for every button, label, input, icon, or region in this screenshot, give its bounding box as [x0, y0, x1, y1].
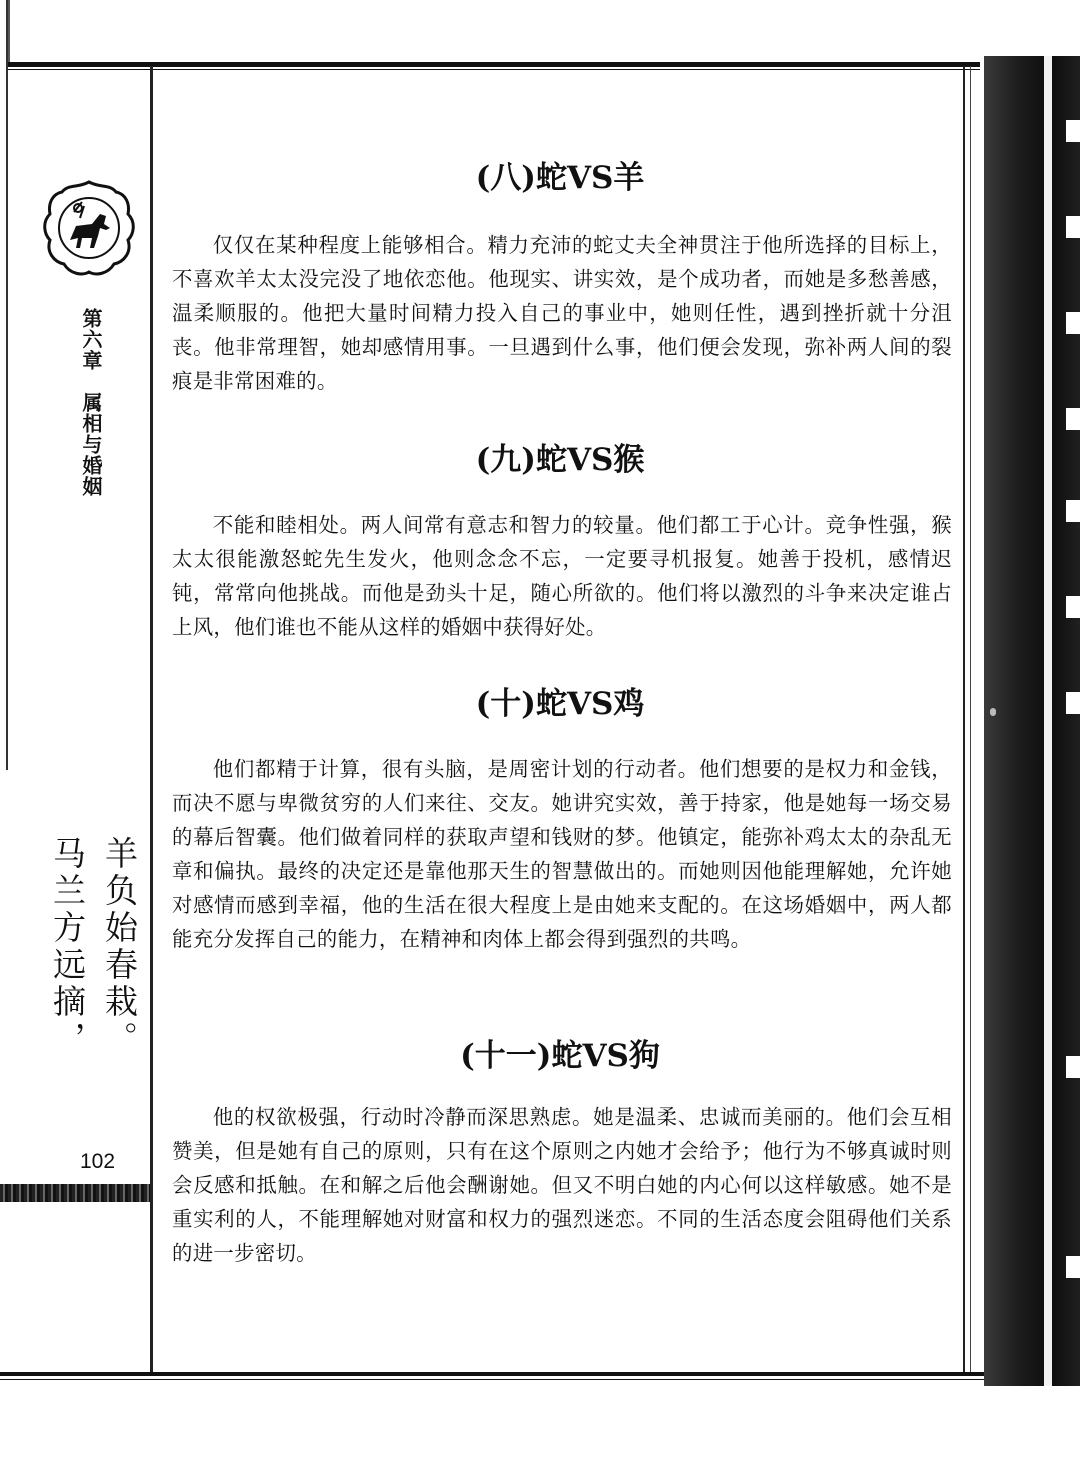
section-paragraph: 他的权欲极强，行动时冷静而深思熟虑。她是温柔、忠诚而美丽的。他们会互相赞美，但是她有自己的原则，只有在这个原则之内她才会给予；他行为不够真诚时则会反感和抵触。在和解之后他会酬谢她。但又不明白她的内心何以这样敏感。她不是重实利的人，不能理解她对财富和权力的强烈迷恋。不同的生活态度会阻碍他们关系的进一步密切。	[172, 1105, 952, 1265]
edge-notch	[1066, 120, 1080, 142]
section-paragraph: 他们都精于计算，很有头脑，是周密计划的行动者。他们想要的是权力和金钱，而决不愿与卑微贫穷的人们来往、交友。她讲究实效，善于持家，他是她每一场交易的幕后智囊。他们做着同样的获取声望和钱财的梦。他镇定，能弥补鸡太太的杂乱无章和偏执。最终的决定还是靠他那天生的智慧做出的。而她则因他能理解她，允许她对感情而感到幸福，他的生活在很大程度上是由她来支配的。在这场婚姻中，两人都能充分发挥自己的能力，在精神和肉体上都会得到强烈的共鸣。	[172, 757, 952, 951]
edge-notch	[1066, 692, 1080, 714]
frame-bottom-rule	[0, 1372, 990, 1376]
edge-notch	[1066, 312, 1080, 334]
frame-top-rule	[8, 62, 980, 67]
section-heading: (十)蛇VS鸡	[475, 686, 645, 722]
poem-line-2: 马兰方远摘，	[48, 836, 87, 1058]
edge-stripe	[1044, 56, 1052, 1386]
edge-notch	[1066, 408, 1080, 430]
edge-notch	[1066, 596, 1080, 618]
page-edge-shadow	[984, 56, 1080, 1386]
frame-right-rule-thin	[970, 66, 971, 1374]
edge-notch	[1066, 216, 1080, 238]
poem-line-1: 羊负始春栽。	[100, 836, 139, 1058]
scan-edge-top	[8, 0, 10, 62]
frame-right-rule	[963, 66, 965, 1374]
page-number-bar	[0, 1184, 150, 1202]
section-heading: (十一)蛇VS狗	[460, 1038, 660, 1074]
scan-smudge	[990, 708, 996, 716]
frame-bottom-rule-thin	[0, 1379, 990, 1380]
section-paragraph: 仅仅在某种程度上能够相合。精力充沛的蛇丈夫全神贯注于他所选择的目标上，不喜欢羊太太没完没了地依恋他。他现实、讲实效，是个成功者，而她是多愁善感，温柔顺服的。他把大量时间精力投入自己的事业中，她则任性，遇到挫折就十分沮丧。他非常理智，她却感情用事。一旦遇到什么事，他们便会发现，弥补两人间的裂痕是非常困难的。	[172, 233, 952, 393]
section-paragraph: 不能和睦相处。两人间常有意志和智力的较量。他们都工于心计。竞争性强，猴太太很能激怒蛇先生发火，他则念念不忘，一定要寻机报复。她善于投机，感情迟钝，常常向他挑战。而他是劲头十足，随心所欲的。他们将以激烈的斗争来决定谁占上风，他们谁也不能从这样的婚姻中获得好处。	[172, 513, 952, 639]
page-number: 102	[80, 1150, 116, 1173]
horse-emblem-icon	[40, 178, 138, 278]
scan-edge-left	[6, 0, 8, 770]
frame-top-rule-thin	[8, 69, 980, 70]
section-heading: (九)蛇VS猴	[475, 442, 645, 478]
chapter-title: 第六章 属相与婚姻	[79, 308, 103, 497]
sidebar-divider	[150, 66, 153, 1374]
edge-notch	[1066, 1256, 1080, 1278]
edge-notch	[1066, 500, 1080, 522]
section-heading: (八)蛇VS羊	[475, 160, 645, 196]
edge-notch	[1066, 1056, 1080, 1078]
